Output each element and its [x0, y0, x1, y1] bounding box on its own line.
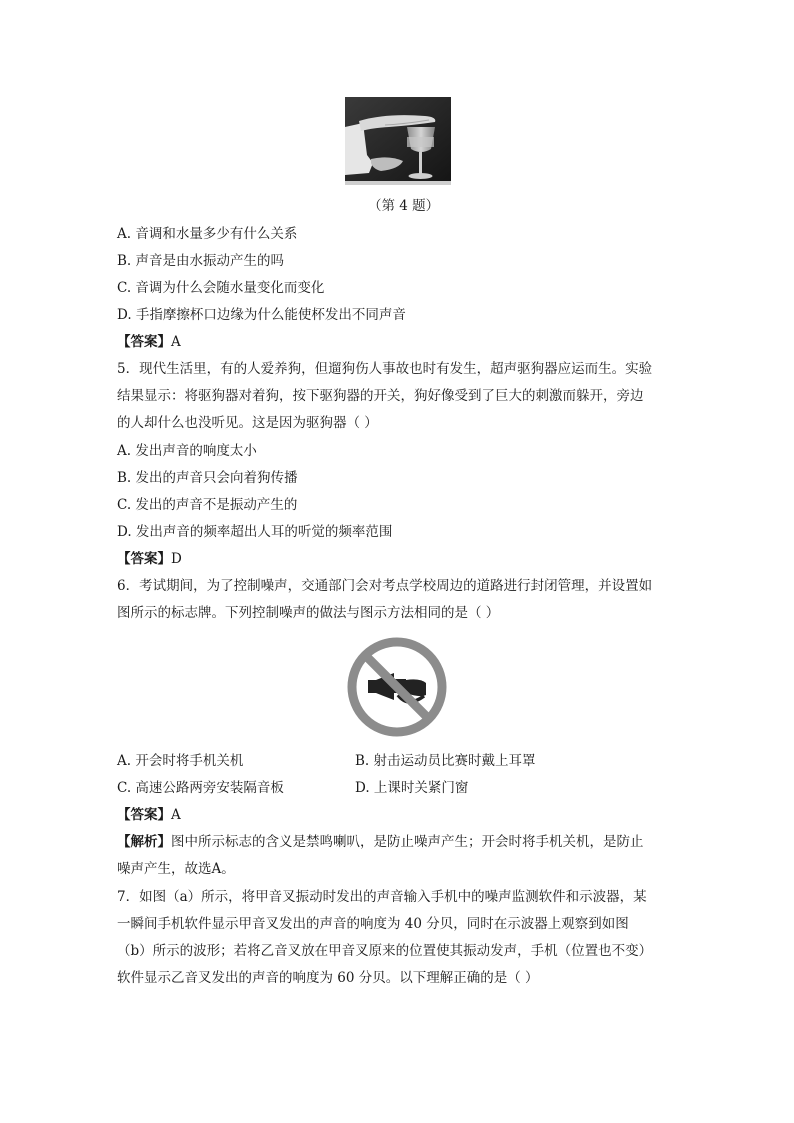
- q4-option-d: D. 手指摩擦杯口边缘为什么能使杯发出不同声音: [117, 307, 406, 323]
- q6-stem-line-2: 图所示的标志牌。下列控制噪声的做法与图示方法相同的是（ ）: [117, 605, 500, 621]
- q5-option-b: B. 发出的声音只会向着狗传播: [117, 470, 298, 486]
- q5-stem-line-1: 5．现代生活里，有的人爱养狗，但遛狗伤人事故也时有发生，超声驱狗器应运而生。实验: [117, 361, 653, 377]
- q6-option-d: D. 上课时关紧门窗: [355, 780, 469, 796]
- q5-stem-line-2: 结果显示：将驱狗器对着狗，按下驱狗器的开关，狗好像受到了巨大的刺激而躲开，旁边: [117, 388, 644, 404]
- q6-option-c: C. 高速公路两旁安装隔音板: [117, 780, 284, 796]
- q6-option-a: A. 开会时将手机关机: [117, 753, 244, 769]
- q5-option-a: A. 发出声音的响度太小: [117, 443, 257, 459]
- q7-stem-line-2: 一瞬间手机软件显示甲音叉发出的声音的响度为 40 分贝，同时在示波器上观察到如图: [117, 916, 629, 932]
- q7-stem-line-4: 软件显示乙音叉发出的声音的响度为 60 分贝。以下理解正确的是（ ）: [117, 970, 539, 986]
- q6-analysis: [117, 833, 644, 851]
- q4-answer: [117, 333, 181, 351]
- answer-value: A: [171, 334, 181, 350]
- no-horn-sign-icon: [346, 636, 448, 738]
- q7-stem-line-1: 7．如图（a）所示，将甲音叉振动时发出的声音输入手机中的噪声监测软件和示波器，某: [117, 889, 647, 905]
- q6-option-b: B. 射击运动员比赛时戴上耳罩: [355, 753, 536, 769]
- wine-glass-photo: [345, 97, 451, 185]
- answer-value: A: [171, 807, 181, 823]
- q4-option-b: B. 声音是由水振动产生的吗: [117, 253, 285, 269]
- answer-label: 【答案】: [117, 807, 171, 823]
- answer-label: 【答案】: [117, 334, 171, 350]
- q6-stem-line-1: 6．考试期间，为了控制噪声，交通部门会对考点学校周边的道路进行封闭管理，并设置如: [117, 578, 653, 594]
- q5-option-d: D. 发出声音的频率超出人耳的听觉的频率范围: [117, 524, 393, 540]
- q5-answer: [117, 550, 182, 568]
- q6-analysis-line-2: 噪声产生，故选A。: [117, 861, 235, 877]
- q4-option-a: A. 音调和水量多少有什么关系: [117, 226, 298, 242]
- q7-stem-line-3: （b）所示的波形；若将乙音叉放在甲音叉原来的位置使其振动发声，手机（位置也不变）: [117, 943, 653, 959]
- q4-option-c: C. 音调为什么会随水量变化而变化: [117, 280, 325, 296]
- q6-answer: [117, 806, 181, 824]
- q5-stem-line-3: 的人却什么也没听见。这是因为驱狗器（ ）: [117, 415, 378, 431]
- analysis-text-1: 图中所示标志的含义是禁鸣喇叭，是防止噪声产生；开会时将手机关机，是防止: [171, 834, 644, 850]
- answer-value: D: [171, 551, 182, 567]
- analysis-label: 【解析】: [117, 834, 171, 850]
- q5-option-c: C. 发出的声音不是振动产生的: [117, 497, 298, 513]
- figure-caption: （第 4 题）: [368, 198, 440, 214]
- answer-label: 【答案】: [117, 551, 171, 567]
